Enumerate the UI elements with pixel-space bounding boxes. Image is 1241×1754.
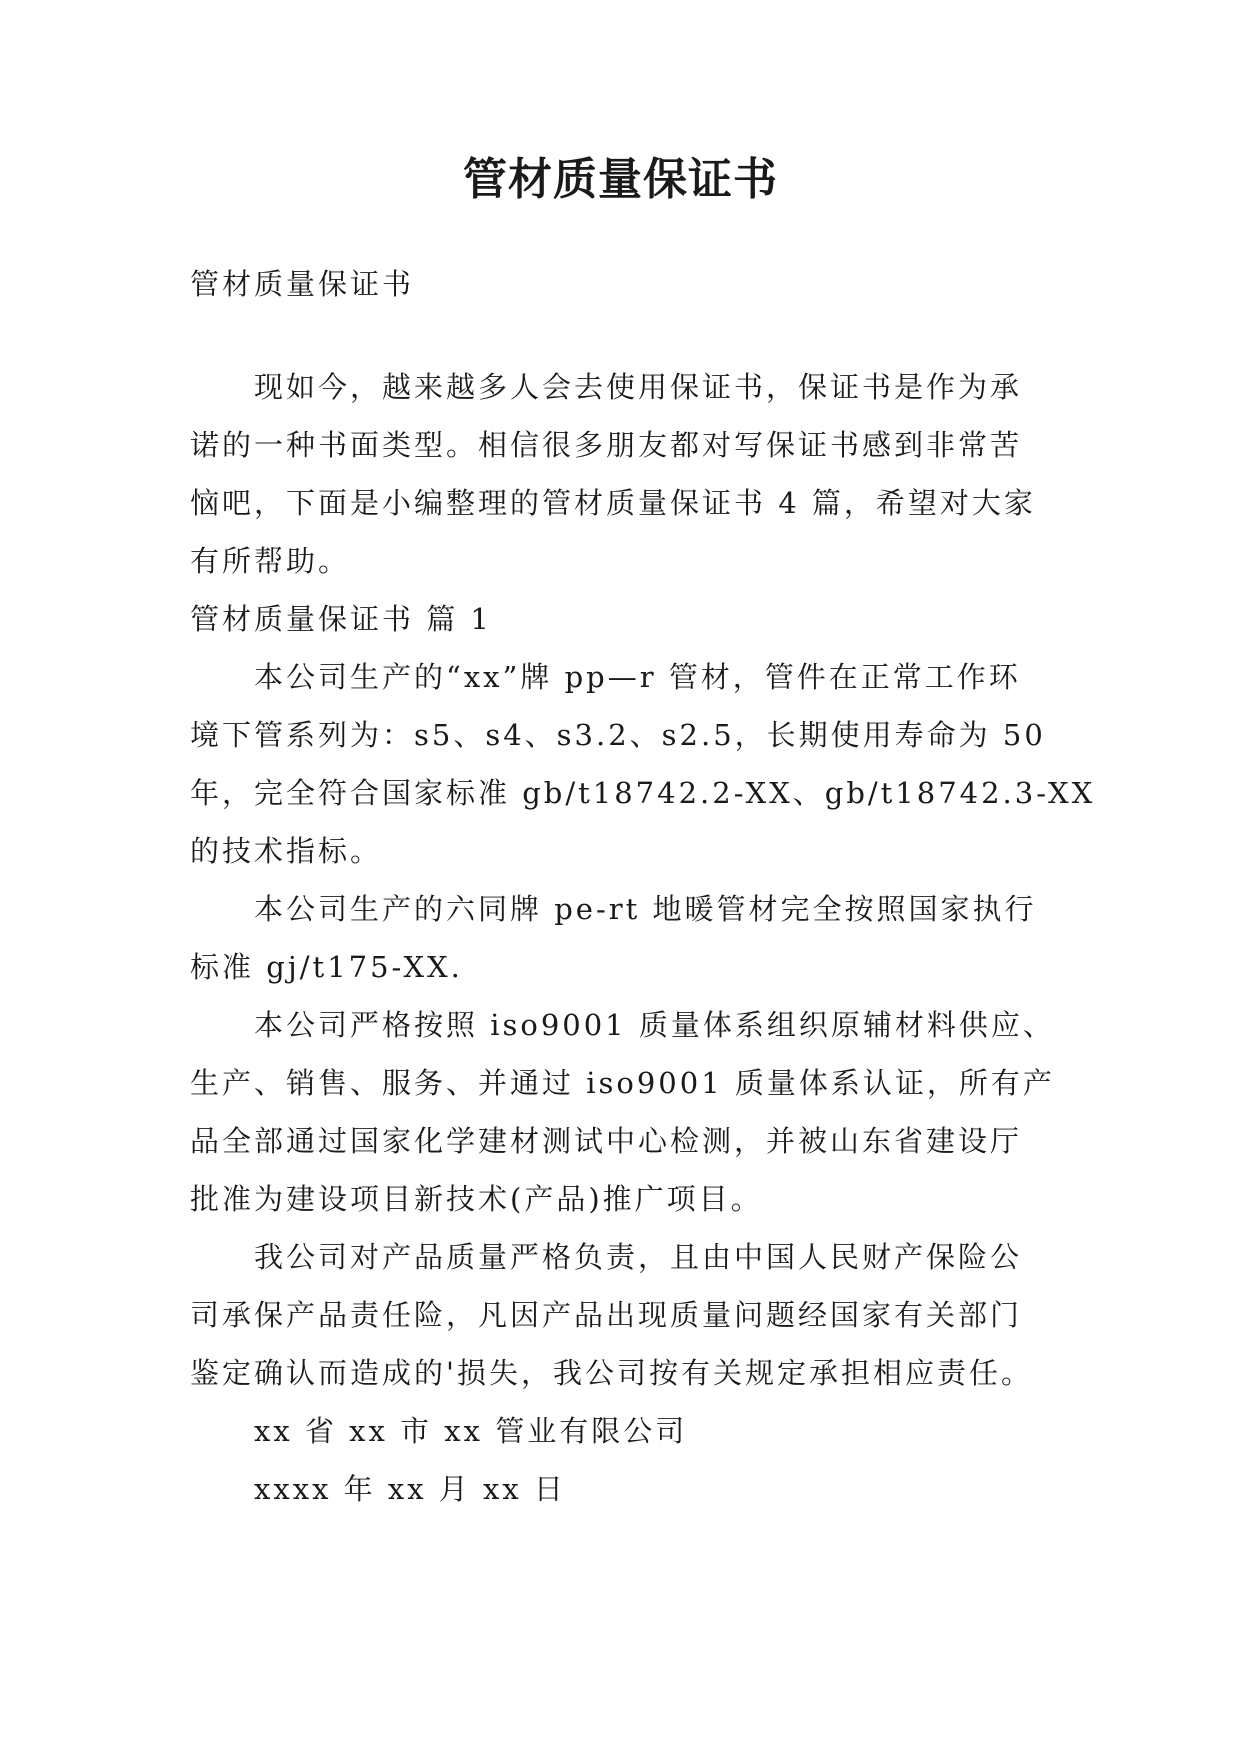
- para4-line-3: 鉴定确认而造成的'损失，我公司按有关规定承担相应责任。: [190, 1356, 1033, 1390]
- intro-line-3: 恼吧，下面是小编整理的管材质量保证书 4 篇，希望对大家: [190, 486, 1036, 520]
- para1-line-3: 年，完全符合国家标准 gb/t18742.2-XX、gb/t18742.3-XX: [190, 776, 1096, 810]
- para3-line-3: 品全部通过国家化学建材测试中心检测，并被山东省建设厅: [190, 1124, 1023, 1158]
- document-body: [190, 358, 1096, 1518]
- intro-line-1: 现如今，越来越多人会去使用保证书，保证书是作为承: [254, 370, 1023, 404]
- company-signature: xx 省 xx 市 xx 管业有限公司: [254, 1414, 688, 1448]
- section-heading: 管材质量保证书 篇 1: [190, 602, 492, 636]
- para1-line-4: 的技术指标。: [190, 834, 383, 868]
- para4-line-2: 司承保产品责任险，凡因产品出现质量问题经国家有关部门: [190, 1298, 1023, 1332]
- signature-date: xxxx 年 xx 月 xx 日: [254, 1472, 566, 1506]
- para4-line-1: 我公司对产品质量严格负责，且由中国人民财产保险公: [254, 1240, 1023, 1274]
- para3-line-2: 生产、销售、服务、并通过 iso9001 质量体系认证，所有产: [190, 1066, 1055, 1100]
- intro-line-2: 诺的一种书面类型。相信很多朋友都对写保证书感到非常苦: [190, 428, 1023, 462]
- para1-line-1: 本公司生产的“xx”牌 pp—r 管材，管件在正常工作环: [254, 660, 1021, 694]
- para2-line-1: 本公司生产的六同牌 pe-rt 地暖管材完全按照国家执行: [254, 892, 1037, 926]
- para3-line-1: 本公司严格按照 iso9001 质量体系组织原辅材料供应、: [254, 1008, 1055, 1042]
- para2-line-2: 标准 gj/t175-XX.: [190, 950, 463, 984]
- para3-line-4: 批准为建设项目新技术(产品)推广项目。: [190, 1182, 763, 1216]
- intro-line-4: 有所帮助。: [190, 544, 351, 578]
- document-subtitle-block: [190, 255, 1060, 313]
- document-subtitle: 管材质量保证书: [190, 267, 415, 301]
- para1-line-2: 境下管系列为：s5、s4、s3.2、s2.5，长期使用寿命为 50: [190, 718, 1046, 752]
- document-title: 管材质量保证书: [463, 154, 778, 205]
